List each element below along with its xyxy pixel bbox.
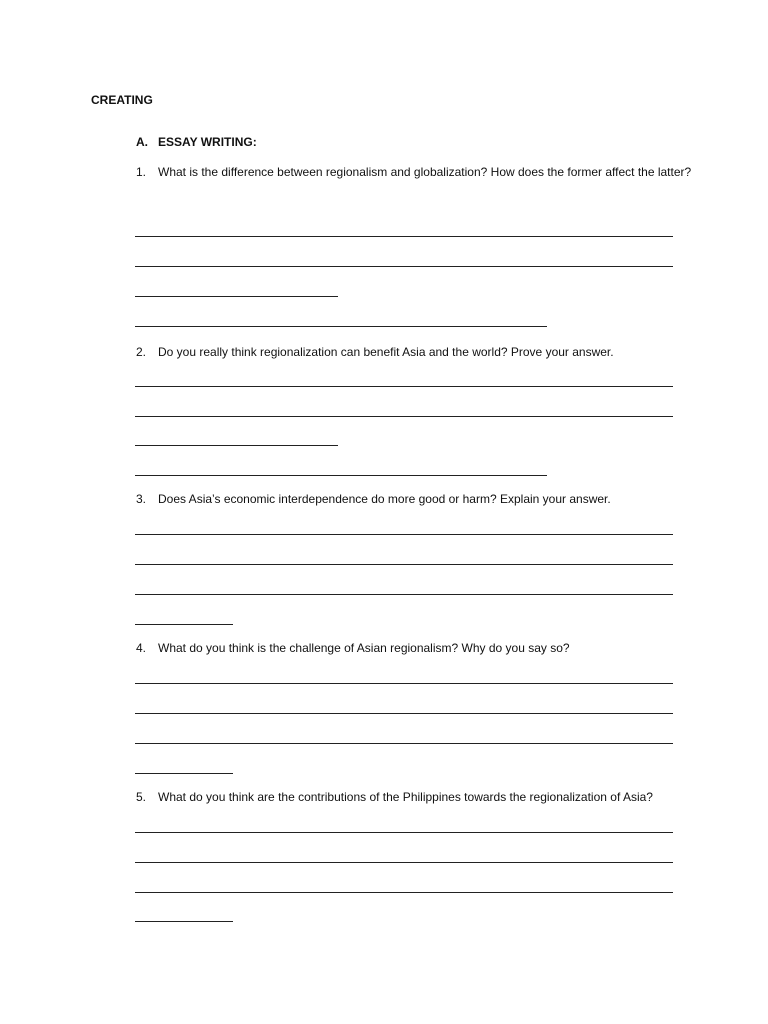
answer-line[interactable] xyxy=(135,743,673,744)
answer-line[interactable] xyxy=(135,475,547,476)
answer-line[interactable] xyxy=(135,624,233,625)
question-text: What do you think is the challenge of Asian regionalism? Why do you say so? xyxy=(158,641,570,655)
question-4 xyxy=(136,633,696,663)
section-title xyxy=(136,135,257,149)
answer-line[interactable] xyxy=(135,773,233,774)
section-letter: A. xyxy=(136,135,148,149)
question-3 xyxy=(136,484,696,514)
question-number: 3. xyxy=(136,492,147,506)
answer-line[interactable] xyxy=(135,921,233,922)
question-number: 4. xyxy=(136,641,147,655)
question-1 xyxy=(136,157,696,187)
answer-line[interactable] xyxy=(135,445,338,446)
question-text: Does Asia’s economic interdependence do more good or harm? Explain your answer. xyxy=(158,492,611,506)
answer-line[interactable] xyxy=(135,296,338,297)
question-5 xyxy=(136,782,696,812)
answer-line[interactable] xyxy=(135,266,673,267)
answer-line[interactable] xyxy=(135,683,673,684)
answer-line[interactable] xyxy=(135,326,547,327)
answer-line[interactable] xyxy=(135,713,673,714)
answer-line[interactable] xyxy=(135,534,673,535)
answer-line[interactable] xyxy=(135,386,673,387)
question-number: 5. xyxy=(136,790,147,804)
answer-line[interactable] xyxy=(135,416,673,417)
answer-line[interactable] xyxy=(135,594,673,595)
answer-line[interactable] xyxy=(135,564,673,565)
page-heading: CREATING xyxy=(91,93,153,107)
question-text: Do you really think regionalization can benefit Asia and the world? Prove your answer. xyxy=(158,345,614,359)
question-text: What is the difference between regionalism and globalization? How does the former affect the latter? xyxy=(158,165,692,179)
answer-line[interactable] xyxy=(135,892,673,893)
question-2 xyxy=(136,337,696,367)
question-text: What do you think are the contributions of the Philippines towards the regionalization of Asia? xyxy=(158,790,653,804)
answer-line[interactable] xyxy=(135,236,673,237)
question-number: 1. xyxy=(136,165,147,179)
section-title-text: ESSAY WRITING: xyxy=(158,135,257,149)
question-number: 2. xyxy=(136,345,147,359)
answer-line[interactable] xyxy=(135,832,673,833)
answer-line[interactable] xyxy=(135,862,673,863)
